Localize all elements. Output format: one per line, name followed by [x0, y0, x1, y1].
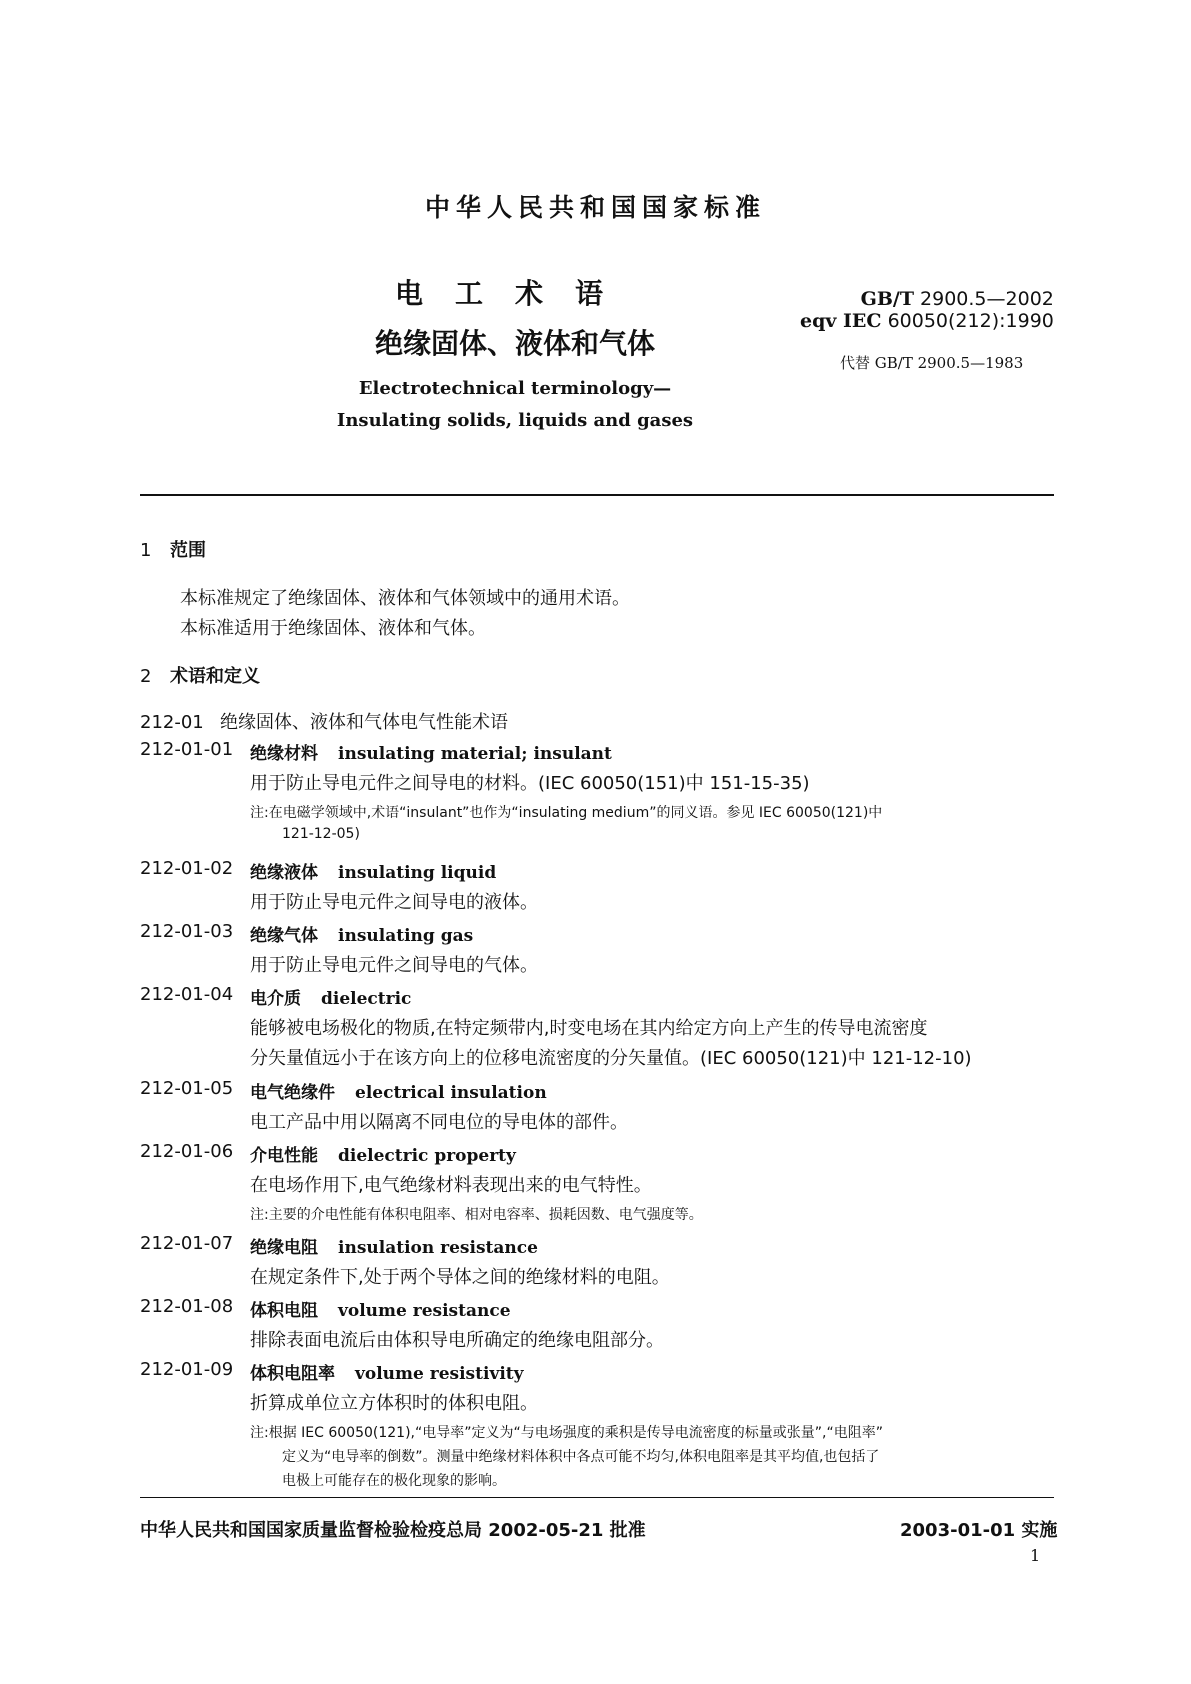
term-heading: [250, 1233, 538, 1258]
national-standard-heading: 中华人民共和国国家标准: [424, 193, 766, 222]
standard-code-number: 2900.5—2002: [920, 288, 1054, 310]
term-id: 212-01-08: [140, 1296, 234, 1317]
term-note: 注:在电磁学领域中,术语“insulant”也作为“insulating medium”的同义语。参见 IEC 60050(121)中: [250, 805, 883, 821]
term-en: insulating liquid: [338, 863, 497, 883]
term-en: volume resistance: [338, 1301, 511, 1321]
equivalent-number: 60050(212):1990: [887, 310, 1054, 332]
equivalent-prefix: eqv IEC: [800, 310, 882, 332]
term-definition: 用于防止导电元件之间导电的液体。: [250, 892, 538, 913]
term-heading: [250, 858, 496, 883]
term-zh: 电气绝缘件: [250, 1083, 335, 1103]
term-id: 212-01-09: [140, 1359, 234, 1380]
term-id: 212-01-03: [140, 921, 234, 942]
term-en: insulating material; insulant: [338, 744, 612, 764]
term-en: electrical insulation: [355, 1083, 547, 1103]
english-title-line-1: Electrotechnical terminology—: [358, 378, 672, 399]
term-zh: 绝缘液体: [250, 863, 318, 883]
header-divider: [140, 494, 1054, 496]
term-definition: 折算成单位立方体积时的体积电阻。: [250, 1393, 538, 1414]
term-definition: 在电场作用下,电气绝缘材料表现出来的电气特性。: [250, 1175, 652, 1196]
term-zh: 电介质: [250, 989, 301, 1009]
section-2-number: 2: [140, 666, 152, 687]
term-id: 212-01-01: [140, 739, 234, 760]
term-zh: 绝缘电阻: [250, 1238, 318, 1258]
term-zh: 体积电阻: [250, 1301, 318, 1321]
term-heading: [250, 739, 612, 764]
term-heading: [250, 1296, 511, 1321]
term-en: dielectric property: [338, 1146, 516, 1166]
term-definition: 电工产品中用以隔离不同电位的导电体的部件。: [250, 1112, 628, 1133]
term-definition: 能够被电场极化的物质,在特定频带内,时变电场在其内给定方向上产生的传导电流密度: [250, 1018, 928, 1039]
term-en: insulating gas: [338, 926, 474, 946]
replaces-note: 代替 GB/T 2900.5—1983: [840, 354, 1024, 372]
page-number: 1: [1030, 1546, 1041, 1565]
term-note: 注:主要的介电性能有体积电阻率、相对电容率、损耗因数、电气强度等。: [250, 1207, 703, 1223]
term-heading: [250, 1078, 547, 1103]
sub-title: 绝缘固体、液体和气体: [374, 327, 655, 360]
approval-line: 中华人民共和国国家质量监督检验检疫总局 2002-05-21 批准: [140, 1520, 646, 1541]
term-definition: 排除表面电流后由体积导电所确定的绝缘电阻部分。: [250, 1330, 664, 1351]
term-id: 212-01-04: [140, 984, 234, 1005]
term-id: 212-01-05: [140, 1078, 234, 1099]
term-en: volume resistivity: [355, 1364, 524, 1384]
term-definition: 用于防止导电元件之间导电的材料。(IEC 60050(151)中 151-15-35): [250, 773, 810, 794]
term-zh: 体积电阻率: [250, 1364, 335, 1384]
term-note-continued: 电极上可能存在的极化现象的影响。: [282, 1473, 506, 1489]
term-en: dielectric: [321, 989, 412, 1009]
section-2-title: 术语和定义: [170, 666, 260, 687]
term-id: 212-01-06: [140, 1141, 234, 1162]
term-definition-continued: 分矢量值远小于在该方向上的位移电流密度的分矢量值。(IEC 60050(121)中 121-12-10): [250, 1048, 972, 1069]
section-1-heading: [140, 536, 206, 562]
section-2-heading: [140, 662, 260, 688]
term-heading: [250, 984, 411, 1009]
english-title-line-2: Insulating solids, liquids and gases: [336, 410, 694, 431]
standard-code-block: [800, 288, 1054, 332]
term-note: 注:根据 IEC 60050(121),“电导率”定义为“与电场强度的乘积是传导电流密度的标量或张量”,“电阻率”: [250, 1425, 883, 1441]
effective-date: 2003-01-01 实施: [900, 1520, 1058, 1541]
standard-code-prefix: GB/T: [860, 288, 914, 310]
section-1-number: 1: [140, 540, 152, 561]
term-group-title: 绝缘固体、液体和气体电气性能术语: [220, 712, 508, 733]
term-group: [140, 708, 508, 734]
term-note-continued: 定义为“电导率的倒数”。测量中绝缘材料体积中各点可能不均匀,体积电阻率是其平均值,也包括了: [282, 1449, 880, 1465]
term-id: 212-01-02: [140, 858, 234, 879]
footer-divider: [140, 1497, 1054, 1498]
term-heading: [250, 921, 473, 946]
term-note-continued: 121-12-05): [282, 826, 360, 842]
term-zh: 绝缘气体: [250, 926, 318, 946]
term-definition: 用于防止导电元件之间导电的气体。: [250, 955, 538, 976]
term-group-id: 212-01: [140, 712, 204, 733]
term-heading: [250, 1141, 516, 1166]
term-zh: 绝缘材料: [250, 744, 318, 764]
main-title: 电工术语: [394, 277, 635, 310]
term-zh: 介电性能: [250, 1146, 318, 1166]
term-id: 212-01-07: [140, 1233, 234, 1254]
term-heading: [250, 1359, 524, 1384]
scope-paragraph-1: 本标准规定了绝缘固体、液体和气体领域中的通用术语。: [180, 588, 630, 609]
term-en: insulation resistance: [338, 1238, 538, 1258]
section-1-title: 范围: [170, 540, 206, 561]
scope-paragraph-2: 本标准适用于绝缘固体、液体和气体。: [180, 618, 486, 639]
term-definition: 在规定条件下,处于两个导体之间的绝缘材料的电阻。: [250, 1267, 670, 1288]
